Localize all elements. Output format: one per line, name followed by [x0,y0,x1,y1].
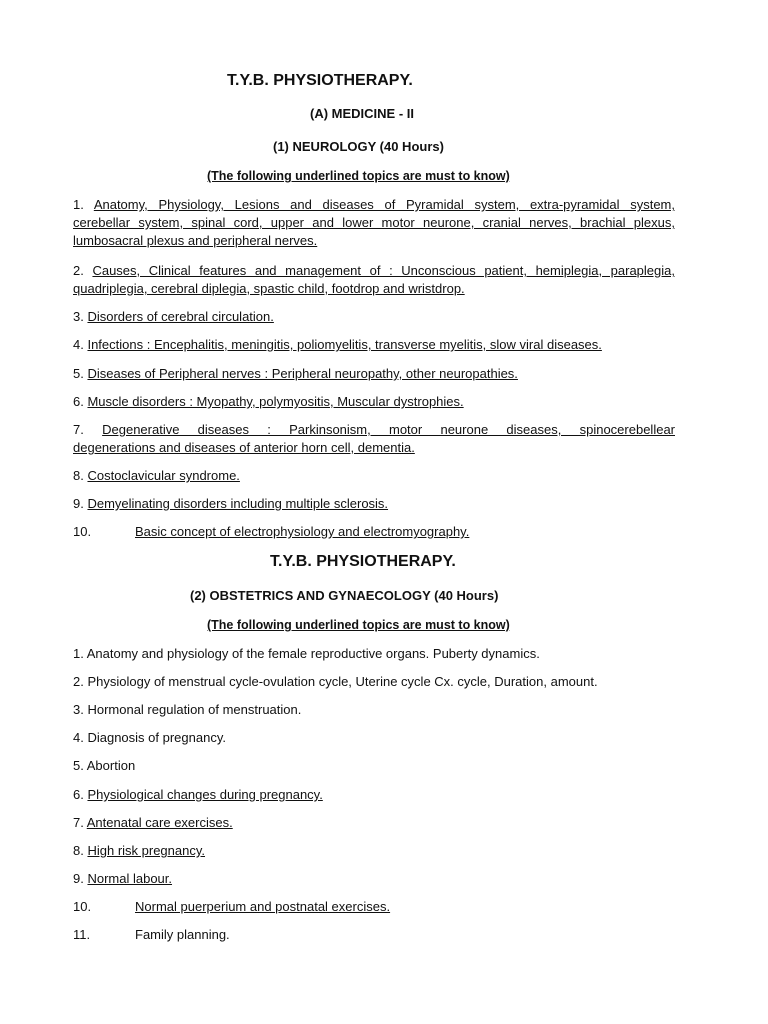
item-number: 2. [73,263,84,278]
section-heading: (2) OBSTETRICS AND GYNAECOLOGY (40 Hours) [190,588,499,603]
list-item-continued [73,280,465,298]
item-text: Anatomy and physiology of the female reproductive organs. Puberty dynamics. [86,646,540,661]
list-item [73,393,464,411]
list-item [73,645,540,663]
list-item-continued [73,232,317,250]
item-text: Diagnosis of pregnancy. [87,730,226,745]
item-text: Infections : Encephalitis, meningitis, poliomyelitis, transverse myelitis, slow viral diseases. [87,337,602,352]
item-text: High risk pregnancy. [87,843,206,858]
item-text: degenerations and diseases of anterior horn cell, dementia. [73,440,415,455]
list-item [73,898,675,916]
list-item [73,495,388,513]
list-item [73,701,301,719]
item-number: 1. [73,646,84,661]
item-text: Diseases of Peripheral nerves : Peripheral neuropathy, other neuropathies. [87,366,518,381]
item-number: 8. [73,843,84,858]
item-number: 3. [73,702,84,717]
item-number: 7. [73,815,84,830]
item-text: cerebellar system, spinal cord, upper and lower motor neurone, cranial nerves, brachial plexus, [73,215,675,230]
list-item [73,336,602,354]
item-number: 9. [73,871,84,886]
item-number: 6. [73,787,84,802]
list-item [73,729,226,747]
list-item [73,926,675,944]
item-number: 4. [73,337,84,352]
list-item [73,365,518,383]
list-item [73,523,675,541]
list-item [73,870,172,888]
subject-heading: (A) MEDICINE - II [310,106,414,121]
item-text: Costoclavicular syndrome. [87,468,240,483]
item-text: Muscle disorders : Myopathy, polymyositis, Muscular dystrophies. [87,394,464,409]
item-number: 10. [73,524,92,539]
item-number: 11. [73,927,91,942]
section-heading: (1) NEUROLOGY (40 Hours) [273,139,444,154]
item-number: 3. [73,309,84,324]
list-item [73,308,274,326]
item-text: lumbosacral plexus and peripheral nerves. [73,233,318,248]
item-text: Physiology of menstrual cycle-ovulation cycle, Uterine cycle Cx. cycle, Duration, amount. [87,674,598,689]
item-number: 6. [73,394,84,409]
item-text: Family planning. [135,927,230,942]
item-number: 1. [73,197,84,212]
item-number: 4. [73,730,84,745]
item-text: Degenerative diseases : Parkinsonism, motor neurone diseases, spinocerebellear [102,422,675,437]
item-number: 5. [73,758,84,773]
must-know-note: (The following underlined topics are must to know) [207,169,510,183]
list-item [73,814,233,832]
item-number: 7. [73,422,84,437]
item-text: Anatomy, Physiology, Lesions and diseases of Pyramidal system, extra-pyramidal system, [93,197,675,212]
item-text: Basic concept of electrophysiology and electromyography. [135,524,470,539]
list-item-continued [73,439,415,457]
list-item [73,842,205,860]
item-number: 2. [73,674,84,689]
item-number: 9. [73,496,84,511]
doc-title: T.Y.B. PHYSIOTHERAPY. [227,72,413,89]
list-item [73,786,323,804]
list-item [73,673,598,691]
list-item [73,757,135,775]
item-text: Hormonal regulation of menstruation. [87,702,302,717]
item-text: Normal puerperium and postnatal exercises. [135,899,391,914]
item-text: quadriplegia, cerebral diplegia, spastic child, footdrop and wristdrop. [73,281,465,296]
item-text: Physiological changes during pregnancy. [87,787,323,802]
item-text: Antenatal care exercises. [86,815,233,830]
item-number: 10. [73,899,92,914]
item-text: Causes, Clinical features and management of : Unconscious patient, hemiplegia, paraplegia, [92,263,675,278]
item-text: Normal labour. [87,871,173,886]
item-number: 5. [73,366,84,381]
item-number: 8. [73,468,84,483]
list-item [73,467,240,485]
item-text: Abortion [86,758,136,773]
doc-title: T.Y.B. PHYSIOTHERAPY. [270,553,456,570]
must-know-note: (The following underlined topics are must to know) [207,618,510,632]
item-text: Disorders of cerebral circulation. [87,309,274,324]
item-text: Demyelinating disorders including multiple sclerosis. [87,496,389,511]
